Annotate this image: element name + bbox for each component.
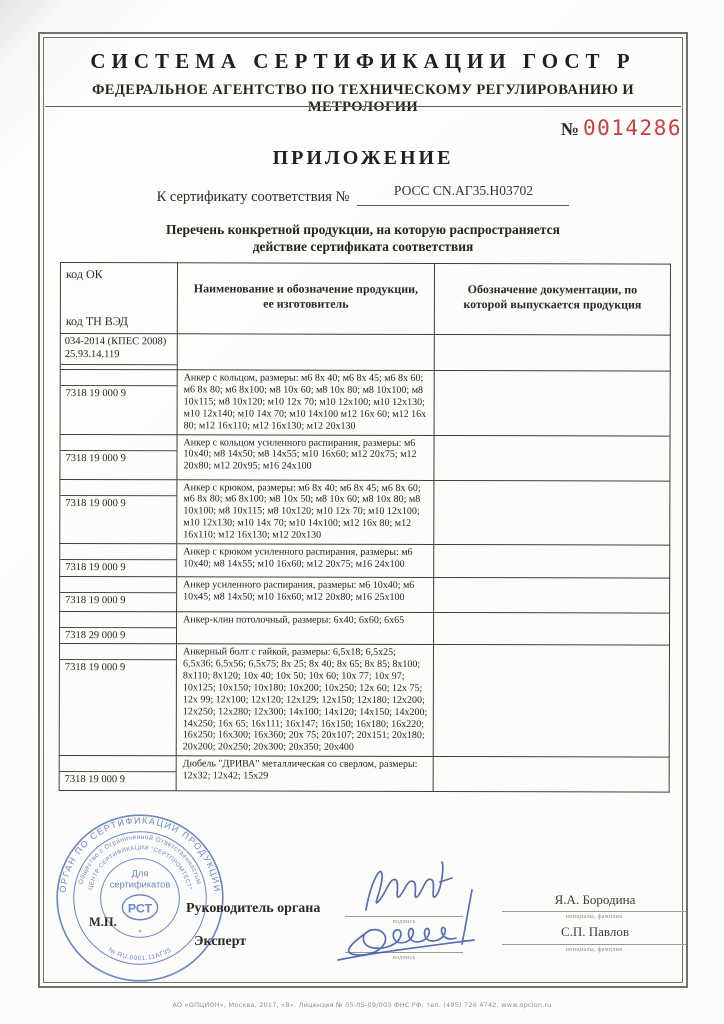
docs-cell: [434, 480, 670, 545]
docs-cell: [433, 645, 669, 758]
product-cell: [177, 479, 434, 544]
product-row: [60, 479, 670, 545]
agency-title: ФЕДЕРАЛЬНОЕ АГЕНТСТВО ПО ТЕХНИЧЕСКОМУ РЕГУЛИРОВАНИЮ И МЕТРОЛОГИИ: [91, 82, 635, 115]
tnved-code-cell: [60, 370, 177, 435]
header-divider: [45, 106, 681, 107]
stamp-outer-ring-text: ОРГАН ПО СЕРТИФИКАЦИИ ПРОДУКЦИИ: [57, 815, 223, 894]
numero-sign: №: [560, 119, 579, 139]
product-description: Анкер с крюком, размеры: м6 8х 40; м6 8х 45; м6 8х 60; м6 8х 80; м6 8х100; м8 10х 50; м8 10х 60; м8 10х 80; м8 10х100; м8 10х115; м8 10х120; м10 12х 70; м10 12х100; м10 12х130; м10 14х 70; м10 14х100; м12 16х 80; м12 16х110; м12 16х130; м12 20х130: [183, 481, 421, 541]
tnved-code: 7318 19 000 9: [65, 452, 126, 464]
product-row: [60, 434, 670, 481]
product-description: Анкер с крюком усиленного распирания, размеры: м6 10х40; м8 14х55; м10 16х60; м12 20х75; м16 24х100: [183, 546, 413, 570]
code-header-cell: [60, 263, 177, 334]
signature-1-ink: [366, 862, 452, 910]
ok-code-line2: 25.93.14.119: [64, 348, 120, 360]
list-subtitle-line2: действие сертификата соответствия: [252, 239, 474, 254]
product-table: [59, 262, 671, 793]
signature-2-underline-ink: [338, 940, 474, 960]
empty-docs-cell: [434, 334, 670, 371]
list-subtitle-line1: Перечень конкретной продукции, на которую распространяется: [166, 222, 560, 237]
product-row: [60, 612, 670, 646]
product-description: Анкер с кольцом, размеры: м6 8х 40; м6 8х 45; м6 8х 60; м6 8х 80; м6 8х100; м8 10х 60; м8 10х 80; м8 10х100; м8 10х115; м8 10х120; м10 12х 70; м10 12х100; м10 12х130; м10 12х140; м10 14х 70; м10 14х100 м12 16х 60; м12 16х 80; м12 16х110; м12 16х130; м12 20х130: [183, 372, 427, 432]
tnved-code-cell: [59, 756, 176, 791]
product-cell: [177, 370, 434, 435]
signature-2-ink: [349, 927, 456, 955]
docs-header-label: Обозначение документации, по которой выпускается продукция: [463, 282, 642, 312]
docs-cell: [433, 757, 669, 793]
tnved-code: 7318 19 000 9: [65, 562, 126, 574]
tnved-code: 7318 19 000 9: [64, 774, 126, 786]
appendix-title: ПРИЛОЖЕНИЕ: [272, 147, 454, 169]
product-row: [60, 370, 670, 436]
stamp-inner-ring-text: ЦЕНТР СЕРТИФИКАЦИИ "СЕРТПРОМТЕСТ": [87, 845, 192, 891]
signature-2-slash-ink: [462, 890, 472, 944]
product-row: [60, 544, 670, 579]
certificate-number-blank: [357, 183, 569, 206]
name-line-1: [502, 911, 686, 912]
expert-label: Эксперт: [194, 934, 247, 949]
system-title: СИСТЕМА СЕРТИФИКАЦИИ ГОСТ Р: [90, 49, 636, 73]
printer-imprint: АО «ОПЦИОН», Москва, 2017, «В». Лицензия № 05-05-09/003 ФНС РФ, тел. (495) 726 4742, www.opcion.ru: [172, 1001, 552, 1009]
certificate-reference-label: К сертификату соответствия №: [156, 189, 350, 205]
product-row: [59, 644, 669, 758]
stamp-center-line1: Для: [131, 868, 149, 879]
ok-code-line1: 034-2014 (КПЕС 2008): [64, 336, 167, 348]
table-header-row: [60, 263, 670, 336]
expert-name: С.П. Павлов: [560, 924, 630, 939]
code-cell-divider: [61, 370, 177, 386]
product-cell: [177, 434, 434, 480]
product-cell: [177, 577, 434, 613]
product-cell: [176, 644, 433, 757]
product-cell: [176, 756, 433, 792]
product-row: [59, 756, 669, 793]
stamp-bottom-ring-text: № RU.0001.11АГ35: [107, 946, 173, 963]
head-of-body-name: Я.А. Бородина: [554, 892, 636, 907]
head-of-body-label: Руководитель органа: [186, 901, 321, 916]
empty-product-cell: [177, 334, 434, 371]
product-header-label: Наименование и обозначение продукции, ее изготовитель: [193, 281, 419, 311]
code-cell-divider: [60, 612, 176, 628]
svg-text:РСТ: РСТ: [127, 901, 153, 916]
name-line-2: [502, 944, 686, 945]
docs-header-cell: [434, 263, 670, 335]
stamp-middle-ring-text: Общество с Ограниченной Ответственностью: [77, 833, 203, 886]
product-description: Анкерный болт с гайкой, размеры: 6,5х18; 6,5х25; 6,5х36; 6,5х56; 6,5х75; 8х 25; 8х 40; 8х 65; 8х 85; 8х100; 8х110; 8х120; 10х 40; 10х 50; 10х 60; 10х 77; 10х 97; 10х125; 10х150; 10х180; 10х200; 10х250; 12х 60; 12х 75; 12х 99; 12х100; 12х120; 12х129; 12х150; 12х180; 12х200; 12х250; 12х280; 12х300; 14х100; 14х120; 14х150; 14х200; 14х250; 16х 65; 16х111; 16х147; 16х150; 16х180; 16х220; 16х250; 16х300; 16х360; 20х 75; 20х107; 20х151; 20х180; 20х200; 20х250; 20х300; 20х350; 20х400: [182, 646, 428, 754]
blank-number: [561, 116, 682, 140]
signature-caption-2: подпись: [392, 955, 416, 961]
code-cell-divider: [60, 756, 176, 772]
docs-cell: [434, 435, 670, 481]
code-cell-divider: [60, 544, 176, 560]
list-subtitle: [46, 221, 680, 255]
ok-code-row: [60, 334, 670, 372]
tnved-code: 7318 19 000 9: [65, 388, 127, 400]
tnved-code-cell: [60, 544, 177, 577]
code-cell-divider: [60, 644, 176, 660]
product-description: Анкер усиленного распирания, размеры: м6 10х40; м6 10х45; м8 14х50; м10 16х60; м12 20х80; м16 25х100: [183, 579, 415, 603]
tnved-code-cell: [60, 479, 177, 544]
mp-mark: М.П.: [89, 915, 117, 929]
name-caption-2: инициалы, фамилия: [565, 947, 623, 953]
tnved-code: 7318 29 000 9: [65, 630, 126, 642]
product-row: [60, 577, 670, 614]
product-header-cell: [177, 263, 434, 335]
code-cell-divider: [60, 480, 176, 496]
blank-number-digits: 0014286: [582, 116, 682, 140]
certificate-reference: [46, 183, 680, 206]
product-description: Анкер с кольцом усиленного распирания, размеры: м6 10х40; м8 14х50; м8 14х55; м10 16х60; м12 20х75; м12 20х80; м12 20х95; м16 24х100: [183, 436, 417, 473]
tnved-code: 7318 19 000 9: [65, 595, 126, 607]
handwritten-signatures: [328, 852, 508, 964]
code-cell-divider: [60, 577, 176, 593]
product-description: Дюбель "ДРИВА" металлическая со сверлом, размеры: 12х32; 12х42; 15х29: [182, 758, 418, 782]
tnved-code-cell: [59, 644, 176, 756]
docs-cell: [434, 370, 670, 435]
ok-code-cell: [60, 334, 177, 370]
product-cell: [177, 612, 434, 645]
certification-body-stamp: [52, 810, 228, 986]
tnved-code: 7318 19 000 9: [65, 497, 126, 509]
stamp-asterisks: *: [138, 928, 142, 938]
tnved-code-cell: [60, 434, 177, 479]
signature-caption-1: подпись: [392, 919, 416, 925]
docs-cell: [433, 613, 669, 646]
certificate-number: РОСС CN.АГ35.Н03702: [393, 183, 533, 198]
code-cell-divider: [61, 435, 177, 451]
tnved-code-cell: [60, 577, 177, 612]
product-description: Анкер-клин потолочный, размеры: 6х40; 6х60; 6х65: [183, 614, 405, 626]
product-cell: [177, 544, 434, 578]
docs-cell: [434, 545, 670, 579]
tnved-code-cell: [60, 612, 177, 644]
tnved-code-header: код ТН ВЭД: [65, 314, 128, 329]
ok-code-header: код ОК: [65, 267, 103, 282]
rst-logo: [122, 895, 157, 920]
tnved-code: 7318 19 000 9: [64, 662, 126, 674]
stamp-center-line2: сертификатов: [109, 879, 171, 890]
name-caption-1: инициалы, фамилия: [565, 914, 623, 920]
docs-cell: [434, 578, 670, 614]
